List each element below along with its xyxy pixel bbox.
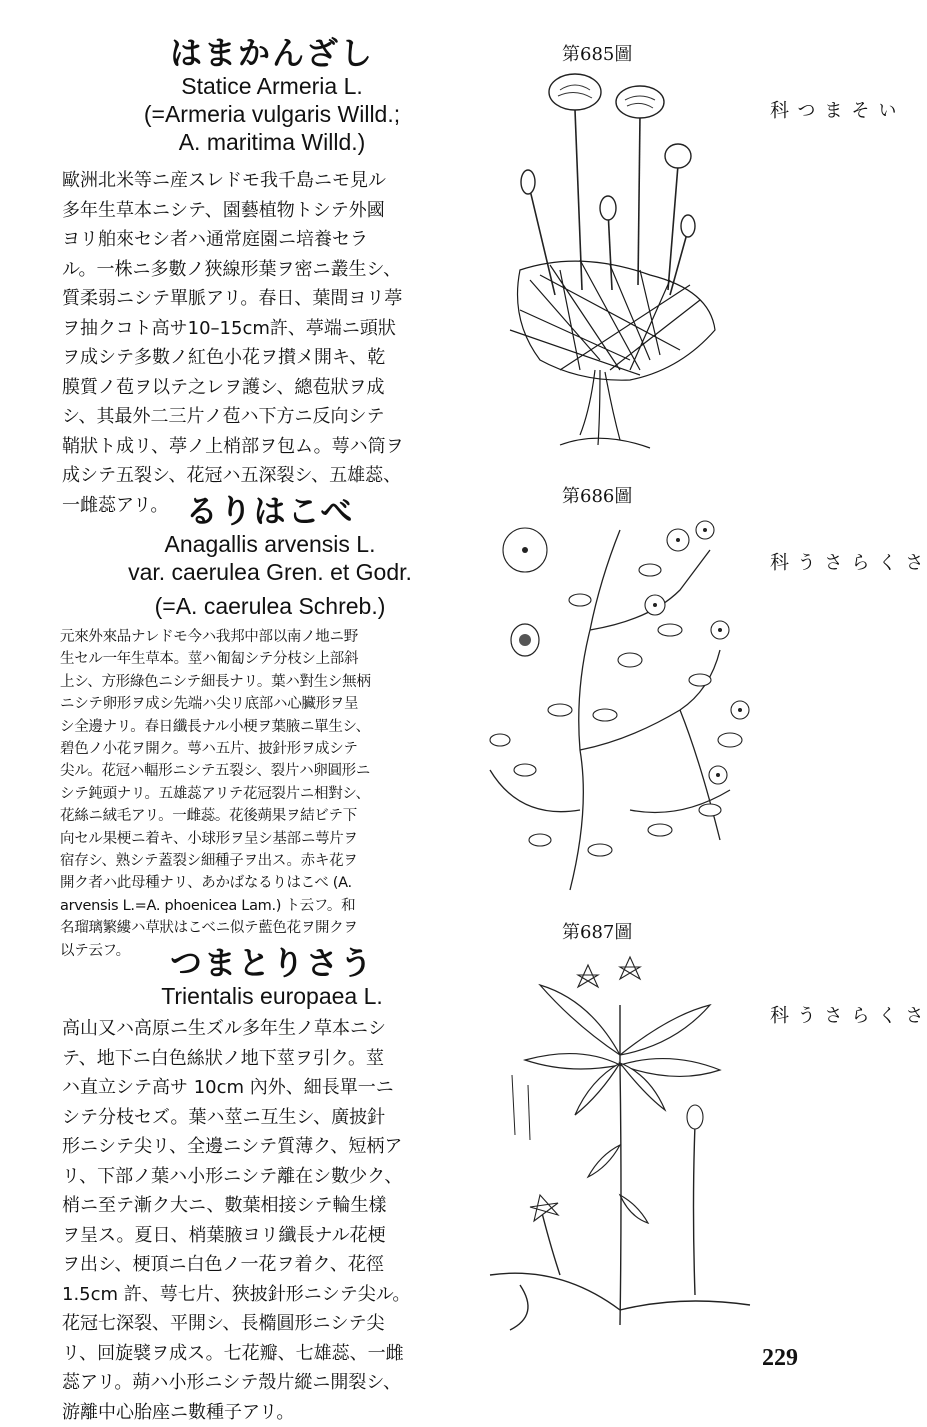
text-line: 多年生草本ニシテ、園藝植物トシテ外國 (62, 196, 482, 226)
text-line: テ、地下ニ白色絲狀ノ地下莖ヲ引ク。莖 (62, 1044, 482, 1074)
text-line: 形ニシテ尖リ、全邊ニシテ質薄ク、短柄ア (62, 1132, 482, 1162)
entry-text (62, 944, 482, 1427)
text-line: 質柔弱ニシテ單脈アリ。春日、葉間ヨリ葶 (62, 284, 482, 314)
text-line: ヲ成シテ多數ノ紅色小花ヲ攅メ開キ、乾 (62, 343, 482, 373)
figure-number: 第687圖 (562, 918, 632, 944)
text-line: 膜質ノ苞ヲ以テ之レヲ護シ、總苞狀ヲ成 (62, 373, 482, 403)
description (62, 166, 482, 520)
figure-number: 第686圖 (562, 482, 632, 508)
text-line: シ全邊ナリ。春日纖長ナル小梗ヲ葉腋ニ單生シ、 (60, 716, 480, 738)
latin-name: Anagallis arvensis L. (60, 530, 480, 558)
text-line: ヲ出シ、梗頂ニ白色ノ一花ヲ着ク、花徑 (62, 1250, 482, 1280)
text-line: 游離中心胎座ニ數種子アリ。 (62, 1398, 482, 1427)
description (60, 626, 480, 962)
text-line: シテ鈍頭ナリ。五雄蕊アリテ花冠裂片ニ相對シ、 (60, 783, 480, 805)
japanese-name: はまかんざし (62, 34, 482, 72)
text-line: 歐洲北米等ニ産スレドモ我千島ニモ見ル (62, 166, 482, 196)
description (62, 1014, 482, 1427)
japanese-name: るりはこべ (60, 492, 480, 530)
japanese-name: つまとりさう (62, 944, 482, 982)
text-line: 梢ニ至テ漸ク大ニ、數葉相接シテ輪生樣 (62, 1191, 482, 1221)
starflower-plant-illustration (480, 945, 760, 1335)
figure-number: 第685圖 (562, 40, 632, 66)
text-line: 向セル果梗ニ着キ、小球形ヲ呈シ基部ニ萼片ヲ (60, 828, 480, 850)
latin-name: Trientalis europaea L. (62, 982, 482, 1010)
entry-text (62, 34, 482, 520)
text-line: ヲ呈ス。夏日、梢葉腋ヨリ纖長ナル花梗 (62, 1221, 482, 1251)
text-line: 元來外來品ナレドモ今ハ我邦中部以南ノ地ニ野 (60, 626, 480, 648)
text-line: 花冠七深裂、平開シ、長橢圓形ニシテ尖 (62, 1309, 482, 1339)
text-line: 花絲ニ絨毛アリ。一雌蕊。花後蒴果ヲ結ビテ下 (60, 805, 480, 827)
text-line: 名瑠璃繁縷ハ草狀はこべニ似テ藍色花ヲ開クヲ (60, 917, 480, 939)
entry-text (60, 492, 480, 962)
text-line: 碧色ノ小花ヲ開ク。萼ハ五片、披針形ヲ成シテ (60, 738, 480, 760)
text-line: ヲ抽クコト高サ10–15cm許、葶端ニ頭狀 (62, 314, 482, 344)
text-line: ハ直立シテ高サ 10cm 內外、細長單一ニ (62, 1073, 482, 1103)
thrift-plant-illustration (500, 70, 730, 460)
text-line: ヨリ舶來セシ者ハ通常庭園ニ培養セラ (62, 225, 482, 255)
text-line: 生セル一年生草本。莖ハ匍匐シテ分枝シ上部斜 (60, 648, 480, 670)
text-line: 一雌蕊アリ。 (62, 491, 482, 521)
text-line: リ、下部ノ葉ハ小形ニシテ離在シ數少ク、 (62, 1162, 482, 1192)
text-line: リ、回旋襞ヲ成ス。七花瓣、七雄蕊、一雌 (62, 1339, 482, 1369)
text-line: 以テ云フ。 (60, 940, 480, 962)
synonym-line: (=A. caerulea Schreb.) (60, 592, 480, 620)
pimpernel-plant-illustration (480, 510, 760, 895)
text-line: 鞘狀ト成リ、葶ノ上梢部ヲ包ム。萼ハ筒ヲ (62, 432, 482, 462)
text-line: 宿存シ、熟シテ蓋裂シ細種子ヲ出ス。赤キ花ヲ (60, 850, 480, 872)
text-line: 開ク者ハ此母種ナリ、あかばなるりはこべ (A. (60, 872, 480, 894)
latin-name: Statice Armeria L. (62, 72, 482, 100)
text-line: 1.5cm 許、萼七片、狹披針形ニシテ尖ル。 (62, 1280, 482, 1310)
family-name: さくらさう科 (765, 552, 927, 574)
text-line: ニシテ卵形ヲ成シ先端ハ尖リ底部ハ心臟形ヲ呈 (60, 693, 480, 715)
synonym-line: var. caerulea Gren. et Godr. (60, 558, 480, 586)
text-line: 高山又ハ高原ニ生ズル多年生ノ草本ニシ (62, 1014, 482, 1044)
text-line: ル。一株ニ多數ノ狹線形葉ヲ密ニ叢生シ、 (62, 255, 482, 285)
page-number: 229 (762, 1345, 798, 1372)
synonym-line: (=Armeria vulgaris Willd.; (62, 100, 482, 128)
text-line: シ、其最外二三片ノ苞ハ下方ニ反向シテ (62, 402, 482, 432)
text-line: 尖ル。花冠ハ輻形ニシテ五裂シ、裂片ハ卵圓形ニ (60, 760, 480, 782)
synonym-line: A. maritima Willd.) (62, 128, 482, 156)
text-line: 成シテ五裂シ、花冠ハ五深裂シ、五雄蕊、 (62, 461, 482, 491)
text-line: 上シ、方形綠色ニシテ細長ナリ。葉ハ對生シ無柄 (60, 671, 480, 693)
family-name: さくらさう科 (765, 1005, 927, 1027)
family-name: いそまつ科 (765, 100, 900, 122)
text-line: arvensis L.=A. phoenicea Lam.) ト云フ。和 (60, 895, 480, 917)
text-line: シテ分枝セズ。葉ハ莖ニ互生シ、廣披針 (62, 1103, 482, 1133)
text-line: 蕊アリ。蒴ハ小形ニシテ殼片縱ニ開裂シ、 (62, 1368, 482, 1398)
